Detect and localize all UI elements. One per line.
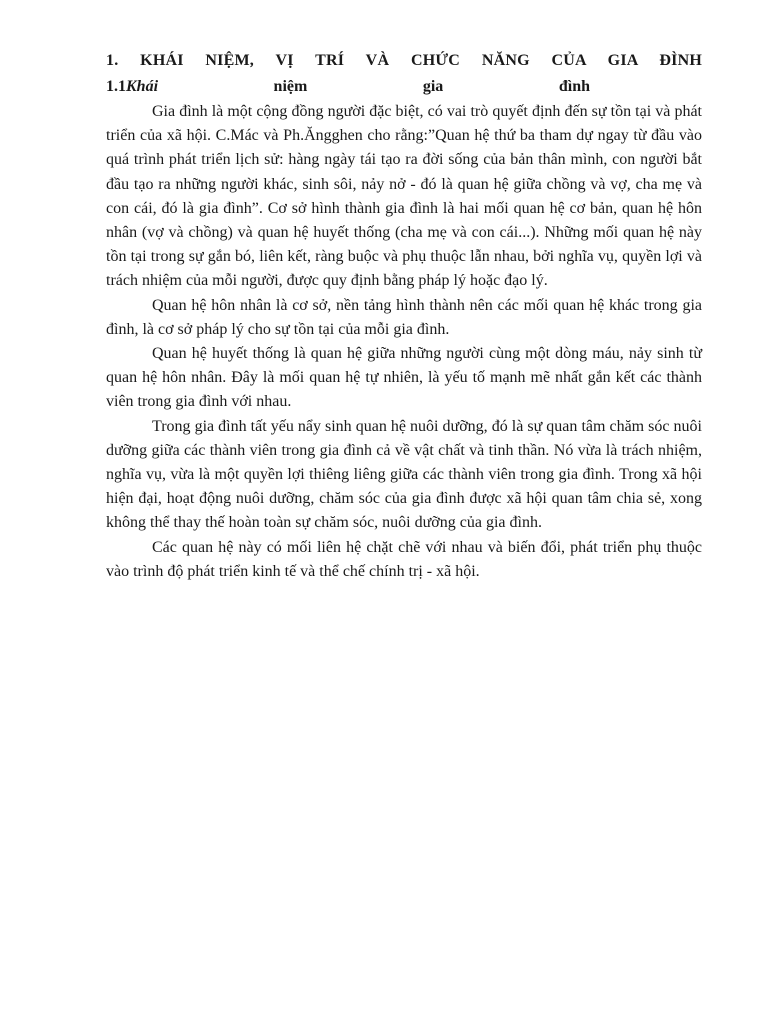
paragraph-kinship: Quan hệ huyết thống là quan hệ giữa những người cùng một dòng máu, nảy sinh từ quan hệ hôn nhân. Đây là mối quan hệ tự nhiên, là yếu tố mạnh mẽ nhất gắn kết các thành viên trong gia đình với nhau. [106,345,702,411]
paragraph-definition: Gia đình là một cộng đồng người đặc biệt, có vai trò quyết định đến sự tồn tại và phát triển của xã hội. C.Mác và Ph.Ăngghen cho rằng:”Quan hệ thứ ba tham dự ngay từ đầu vào quá trình phát triển lịch sử: hàng ngày tái tạo ra đời sống của bản thân mình, con người bắt đầu tạo ra những người khác, sinh sôi, nảy nở - đó là quan hệ giữa chồng và vợ, cha mẹ và con cái, đó là gia đình”. Cơ sở hình thành gia đình là hai mối quan hệ cơ bản, quan hệ hôn nhân (vợ và chồng) và quan hệ huyết thống (cha mẹ và con cái...). Những mối quan hệ này tồn tại trong sự gắn bó, liên kết, ràng buộc và phụ thuộc lẫn nhau, bởi nghĩa vụ, quyền lợi và trách nhiệm của mỗi người, được quy định bằng pháp lý hoặc đạo lý. [106,103,702,290]
subsection-word-1: Khái [126,78,159,95]
section-heading: 1. KHÁI NIỆM, VỊ TRÍ VÀ CHỨC NĂNG CỦA GIA ĐÌNH [106,52,702,69]
subsection-word-4: đình [558,78,590,95]
subsection-word-3: gia [422,78,444,95]
subsection-heading [106,74,702,100]
subsection-word-2: niệm [273,78,308,95]
paragraph-relations: Các quan hệ này có mối liên hệ chặt chẽ với nhau và biến đổi, phát triển phụ thuộc vào trình độ phát triển kinh tế và thể chế chính trị - xã hội. [106,538,702,580]
subsection-first [106,74,158,100]
paragraph-nurturing: Trong gia đình tất yếu nẩy sinh quan hệ nuôi dưỡng, đó là sự quan tâm chăm sóc nuôi dưỡng giữa các thành viên trong gia đình cả về vật chất và tinh thần. Nó vừa là trách nhiệm, nghĩa vụ, vừa là một quyền lợi thiêng liêng giữa các thành viên trong gia đình. Trong xã hội hiện đại, hoạt động nuôi dưỡng, chăm sóc của gia đình được xã hội quan tâm chia sẻ, xong không thể thay thế hoàn toàn sự chăm sóc, nuôi dưỡng của gia đình. [106,417,702,532]
subsection-number: 1.1 [106,78,126,95]
paragraph-marriage: Quan hệ hôn nhân là cơ sở, nền tảng hình thành nên các mối quan hệ khác trong gia đình, là cơ sở pháp lý cho sự tồn tại của mỗi gia đình. [106,296,702,338]
document-page [106,48,702,584]
